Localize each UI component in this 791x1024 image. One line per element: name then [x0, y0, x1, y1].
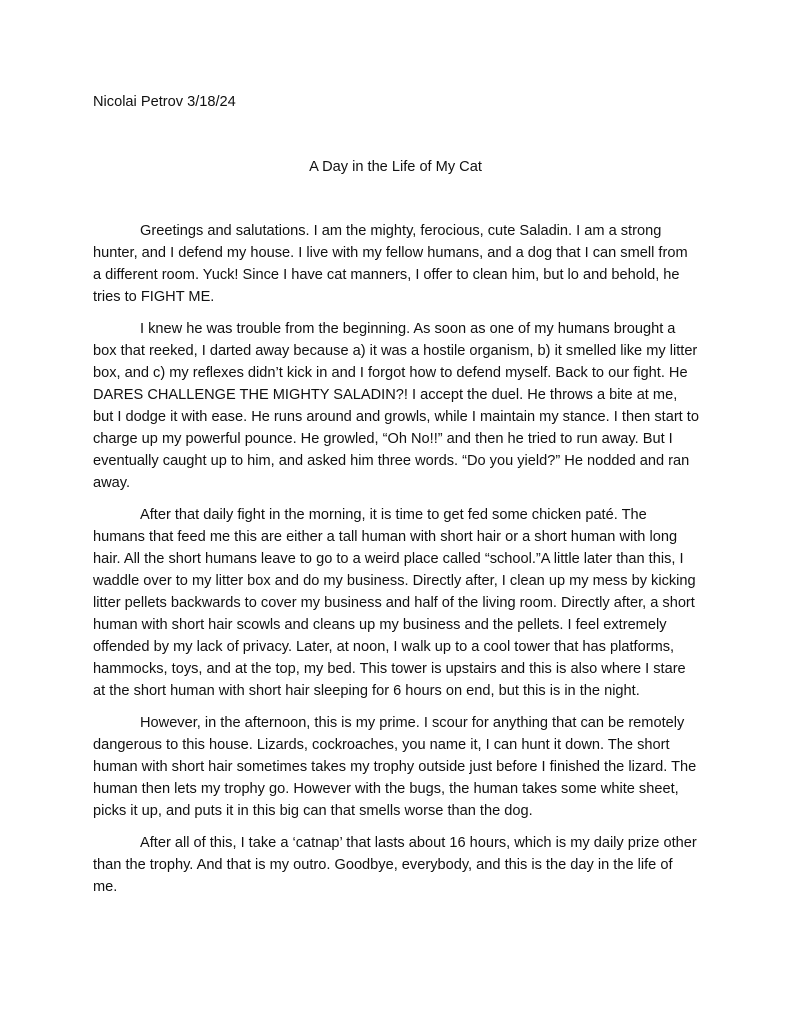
paragraph-1: Greetings and salutations. I am the mighty, ferocious, cute Saladin. I am a strong hunter, and I defend my house. I live with my fellow humans, and a dog that I can smell from a different room. Yuck! Since I have cat manners, I offer to clean him, but lo and behold, he tries to FIGHT ME.	[93, 223, 688, 305]
paragraph-4: However, in the afternoon, this is my prime. I scour for anything that can be remotely dangerous to this house. Lizards, cockroaches, you name it, I can hunt it down. The short human with short hair sometimes takes my trophy outside just before I finished the lizard. The human then lets my trophy go. However with the bugs, the human takes some white sheet, picks it up, and puts it in this big can that smells worse than the dog.	[93, 715, 697, 819]
author-date-line: Nicolai Petrov 3/18/24	[93, 94, 236, 110]
document-body	[93, 220, 699, 908]
document-title: A Day in the Life of My Cat	[309, 159, 482, 175]
paragraph-5: After all of this, I take a ‘catnap’ that lasts about 16 hours, which is my daily prize other than the trophy. And that is my outro. Goodbye, everybody, and this is the day in the life of me.	[93, 835, 697, 895]
paragraph-2: I knew he was trouble from the beginning. As soon as one of my humans brought a box that reeked, I darted away because a) it was a hostile organism, b) it smelled like my litter box, and c) my reflexes didn’t kick in and I forgot how to defend myself. Back to our fight. He DARES CHALLENGE THE MIGHTY SALADIN?! I accept the duel. He throws a bite at me, but I dodge it with ease. He runs around and growls, while I maintain my stance. I then start to charge up my powerful pounce. He growled, “Oh No!!” and then he tried to run away. But I eventually caught up to him, and asked him three words. “Do you yield?” He nodded and ran away.	[93, 321, 699, 491]
paragraph-3: After that daily fight in the morning, it is time to get fed some chicken paté. The humans that feed me this are either a tall human with short hair or a short human with long hair. All the short humans leave to go to a weird place called “school.”A little later than this, I waddle over to my litter box and do my business. Directly after, I clean up my mess by kicking litter pellets backwards to cover my business and half of the living room. Directly after, a short human with short hair scowls and cleans up my business and the pellets. I feel extremely offended by my lack of privacy. Later, at noon, I walk up to a cool tower that has platforms, hammocks, toys, and at the top, my bed. This tower is upstairs and this is also where I stare at the short human with short hair sleeping for 6 hours on end, but this is in the night.	[93, 507, 696, 699]
